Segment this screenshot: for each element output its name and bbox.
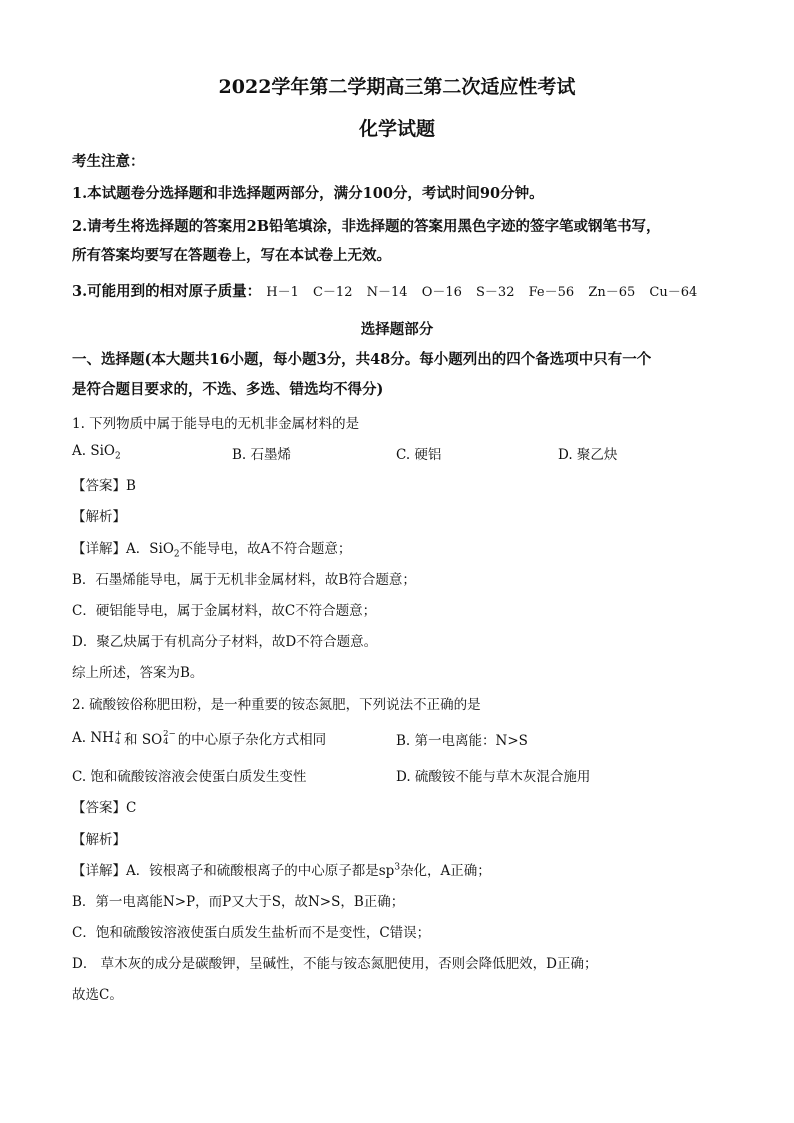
q1-analysis-label: 【解析】 — [72, 509, 126, 525]
q2-detail-a — [72, 859, 491, 879]
mass-cu: Cu－64 — [649, 285, 698, 300]
q2-stem: 2. 硫酸铵俗称肥田粉，是一种重要的铵态氮肥，下列说法不正确的是 — [72, 697, 481, 713]
q1-option-b: B. 石墨烯 — [232, 447, 292, 463]
q2-detail-a-rest: 杂化，A正确； — [400, 863, 491, 879]
mass-h: H－1 — [266, 285, 299, 300]
q2-option-b: B. 第一电离能：N>S — [396, 733, 528, 749]
mass-zn: Zn－65 — [588, 285, 636, 300]
q2-option-a-prefix: A. NH — [72, 730, 114, 746]
q1-detail-c: C．硬铝能导电，属于金属材料，故C不符合题意； — [72, 603, 377, 619]
q1-summary: 综上所述，答案为B。 — [72, 665, 204, 681]
q1-option-a-sub: 2 — [114, 451, 121, 462]
notice-heading: 考生注意： — [72, 153, 145, 170]
q2-detail-c: C．饱和硫酸铵溶液使蛋白质发生盐析而不是变性，C错误； — [72, 925, 431, 941]
q1-option-d: D. 聚乙炔 — [558, 447, 618, 463]
q2-detail-d: D． 草木灰的成分是碳酸钾，呈碱性，不能与铵态氮肥使用，否则会降低肥效，D正确； — [72, 956, 598, 972]
mass-fe: Fe－56 — [528, 285, 575, 300]
exam-subtitle: 化学试题 — [358, 118, 435, 140]
q2-option-a-sulfate-scripts — [163, 730, 176, 746]
q2-answer-label: 【答案】 — [72, 800, 126, 816]
section-heading: 选择题部分 — [360, 321, 434, 338]
mass-s: S－32 — [476, 285, 515, 300]
q1-option-a — [72, 443, 121, 462]
q2-detail-a-prefix: 【详解】A．铵根离子和硫酸根离子的中心原子都是sp — [72, 863, 395, 879]
q2-option-a-sub2: 4 — [163, 737, 169, 747]
q1-answer-label: 【答案】 — [72, 478, 126, 494]
q2-option-a-sub1: 4 — [114, 737, 121, 747]
q1-stem: 1. 下列物质中属于能导电的无机非金属材料的是 — [72, 416, 360, 432]
notice-item-1: 1.本试题卷分选择题和非选择题两部分，满分100分，考试时间90分钟。 — [72, 185, 544, 202]
q2-detail-b: B．第一电离能N>P，而P又大于S，故N>S，B正确； — [72, 894, 405, 910]
q2-option-a-sup1: + — [114, 729, 123, 739]
q2-answer-value: C — [126, 800, 137, 816]
q2-analysis-label: 【解析】 — [72, 832, 126, 848]
section-instruction-line-1: 一、选择题(本大题共16小题，每小题3分，共48分。每小题列出的四个备选项中只有一个 — [72, 351, 652, 368]
notice-item-3 — [72, 280, 707, 301]
atomic-mass-label: 3.可能用到的相对原子质量： — [72, 283, 262, 300]
q2-option-a-ammonium-scripts — [115, 730, 122, 746]
notice-item-2-line-1: 2.请考生将选择题的答案用2B铅笔填涂，非选择题的答案用黑色字迹的签字笔或钢笔书写， — [72, 218, 661, 235]
q1-detail-a-rest: 不能导电，故A不符合题意； — [179, 541, 352, 557]
q1-option-a-text: A. SiO — [72, 443, 115, 459]
atomic-mass-list — [266, 285, 707, 300]
q1-answer-value: B — [126, 478, 136, 494]
q1-detail-b: B．石墨烯能导电，属于无机非金属材料，故B符合题意； — [72, 572, 416, 588]
q1-detail-d: D．聚乙炔属于有机高分子材料，故D不符合题意。 — [72, 634, 378, 650]
q2-option-c: C. 饱和硫酸铵溶液会使蛋白质发生变性 — [72, 769, 307, 785]
q2-option-a-sup2: 2− — [163, 729, 176, 739]
section-instruction-line-2: 是符合题目要求的，不选、多选、错选均不得分) — [72, 381, 384, 398]
mass-n: N－14 — [366, 285, 408, 300]
q2-option-a-mid: 和 SO — [124, 732, 163, 748]
mass-o: O－16 — [421, 285, 462, 300]
q2-option-d: D. 硫酸铵不能与草木灰混合施用 — [396, 769, 591, 785]
notice-item-2-line-2: 所有答案均要写在答题卷上，写在本试卷上无效。 — [72, 247, 391, 264]
q1-detail-a-sub: 2 — [173, 549, 180, 560]
exam-title: 2022学年第二学期高三第二次适应性考试 — [218, 76, 576, 98]
q2-option-a — [72, 728, 326, 748]
q2-summary: 故选C。 — [72, 987, 123, 1003]
q2-answer — [72, 796, 136, 816]
q1-option-c: C. 硬铝 — [396, 447, 442, 463]
mass-c: C－12 — [312, 285, 353, 300]
q2-detail-a-sup: 3 — [394, 862, 401, 873]
q2-option-a-rest: 的中心原子杂化方式相同 — [177, 732, 327, 748]
q1-detail-a-prefix: 【详解】A．SiO — [72, 541, 174, 557]
q1-detail-a — [72, 537, 352, 560]
q1-answer — [72, 474, 136, 494]
